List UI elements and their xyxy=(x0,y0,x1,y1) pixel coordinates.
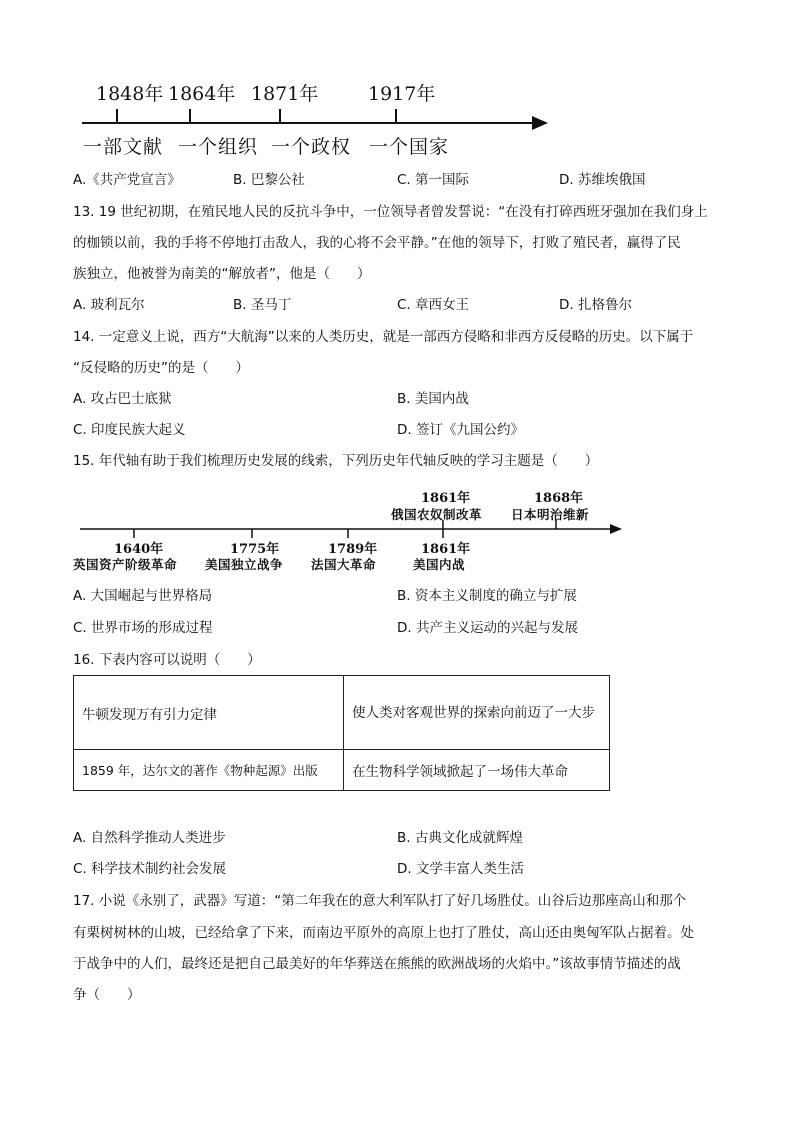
q16-option-d: D. 文学丰富人类生活 xyxy=(397,861,524,877)
timeline-year: 1789年 xyxy=(328,542,378,557)
table-cell: 使人类对客观世界的探索向前迈了一大步 xyxy=(344,676,610,750)
timeline-year: 1861年 xyxy=(421,542,471,557)
q16-option-a: A. 自然科学推动人类进步 xyxy=(73,830,226,846)
q12-option-c: C. 第一国际 xyxy=(397,172,470,188)
q12-option-d: D. 苏维埃俄国 xyxy=(559,172,646,188)
q16-option-c: C. 科学技术制约社会发展 xyxy=(73,861,227,877)
q17-text: 有栗树树林的山坡，已经给拿了下来，而南边平原外的高原上也打了胜仗，高山还由奥匈军队占据着。处 xyxy=(73,925,694,941)
timeline-label: 一部文献 xyxy=(83,136,164,158)
q17-text: 争（ ） xyxy=(73,987,141,1003)
timeline-year: 1864年 xyxy=(168,83,236,105)
table-row xyxy=(74,676,610,750)
table-row xyxy=(74,750,610,791)
timeline-label: 美国独立战争 xyxy=(205,557,284,572)
q12-option-a: A.《共产党宣言》 xyxy=(73,172,181,188)
timeline-year: 1861年 xyxy=(421,491,471,506)
q13-option-a: A. 玻利瓦尔 xyxy=(73,297,145,313)
timeline-label: 一个国家 xyxy=(369,136,450,158)
timeline-label: 日本明治维新 xyxy=(511,507,590,522)
q13-option-d: D. 扎格鲁尔 xyxy=(559,297,632,313)
timeline-year: 1848年 xyxy=(96,83,164,105)
q14-option-a: A. 攻占巴士底狱 xyxy=(73,391,172,407)
q17-text: 于战争中的人们，最终还是把自己最美好的年华葬送在熊熊的欧洲战场的火焰中。”该故事情节描述的战 xyxy=(73,956,681,972)
timeline-label: 俄国农奴制改革 xyxy=(391,507,483,522)
timeline-label: 一个政权 xyxy=(271,136,352,158)
q13-text: 族独立，他被誉为南美的“解放者”，他是（ ） xyxy=(73,266,371,282)
q14-option-b: B. 美国内战 xyxy=(397,391,469,407)
q15-text: 15. 年代轴有助于我们梳理历史发展的线索，下列历史年代轴反映的学习主题是（ ） xyxy=(73,453,599,469)
q13-option-c: C. 章西女王 xyxy=(397,297,470,313)
q15-option-d: D. 共产主义运动的兴起与发展 xyxy=(397,620,578,636)
q17-text: 17. 小说《永别了，武器》写道：“第二年我在的意大利军队打了好几场胜仗。山谷后边那座高山和那个 xyxy=(73,893,687,909)
q15-option-a: A. 大国崛起与世界格局 xyxy=(73,588,213,604)
q16-text: 16. 下表内容可以说明（ ） xyxy=(73,652,261,668)
q14-option-d: D. 签订《九国公约》 xyxy=(397,422,524,438)
timeline-label: 法国大革命 xyxy=(311,557,377,572)
q16-option-b: B. 古典文化成就辉煌 xyxy=(397,830,523,846)
timeline-year: 1775年 xyxy=(230,542,280,557)
table-cell: 在生物科学领域掀起了一场伟大革命 xyxy=(344,750,610,791)
table-cell: 1859 年，达尔文的著作《物种起源》出版 xyxy=(74,750,344,791)
timeline-label: 英国资产阶级革命 xyxy=(73,557,178,572)
q13-text: 的枷锁以前，我的手将不停地打击敌人，我的心将不会平静。”在他的领导下，打败了殖民者，赢得了民 xyxy=(73,235,681,251)
q13-option-b: B. 圣马丁 xyxy=(233,297,292,313)
timeline-label: 一个组织 xyxy=(178,136,259,158)
q15-option-c: C. 世界市场的形成过程 xyxy=(73,620,213,636)
q16-table xyxy=(73,675,610,791)
timeline-year: 1917年 xyxy=(368,83,436,105)
timeline-label: 美国内战 xyxy=(413,557,466,572)
timeline-year: 1640年 xyxy=(114,542,164,557)
q15-option-b: B. 资本主义制度的确立与扩展 xyxy=(397,588,577,604)
q14-option-c: C. 印度民族大起义 xyxy=(73,422,186,438)
q12-option-b: B. 巴黎公社 xyxy=(233,172,305,188)
q13-text: 13. 19 世纪初期，在殖民地人民的反抗斗争中，一位领导者曾发誓说：“在没有打碎西班牙强加在我们身上 xyxy=(73,204,708,220)
timeline-year: 1868年 xyxy=(534,491,584,506)
table-cell: 牛顿发现万有引力定律 xyxy=(74,676,344,750)
timeline-axis-arrow xyxy=(80,104,552,134)
q14-text: 14. 一定意义上说，西方“大航海”以来的人类历史，就是一部西方侵略和非西方反侵略的历史。以下属于 xyxy=(73,329,694,345)
timeline-year: 1871年 xyxy=(251,83,319,105)
q14-text: “反侵略的历史”的是（ ） xyxy=(73,360,249,376)
